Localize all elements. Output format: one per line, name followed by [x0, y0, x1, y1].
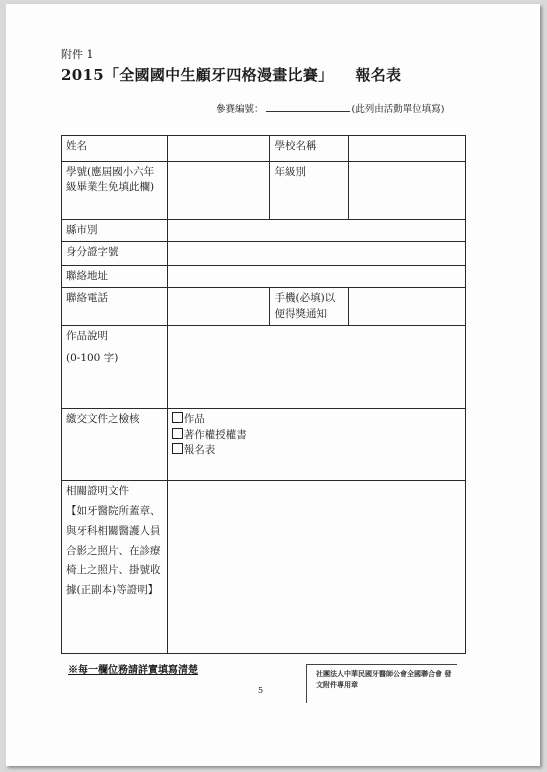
entry-number-note: (此列由活動單位填寫) [351, 104, 445, 115]
entry-number-label: 參賽編號： [216, 104, 264, 115]
docs-check-list [167, 409, 465, 481]
address-label: 聯絡地址 [62, 266, 168, 288]
checkbox-copyright[interactable] [172, 428, 183, 439]
form-title [61, 64, 401, 85]
name-label: 姓名 [62, 136, 168, 162]
registration-form-table [61, 135, 466, 654]
doc-item-work-label: 作品 [183, 413, 205, 426]
work-description-label-line1: 作品說明 [66, 330, 108, 343]
row-county [62, 220, 466, 242]
name-field[interactable] [167, 136, 270, 162]
row-student-id [62, 162, 466, 220]
county-label: 縣市別 [62, 220, 168, 242]
proof-docs-label [62, 481, 168, 654]
row-id-number [62, 242, 466, 266]
official-stamp-text: 社團法人中華民國牙醫師公會全國聯合會 發文附件專用章 [316, 669, 452, 689]
work-description-label [62, 326, 168, 409]
doc-item-copyright[interactable] [172, 428, 461, 443]
doc-item-registration-label: 報名表 [183, 443, 216, 456]
mobile-field[interactable] [349, 288, 466, 326]
row-address [62, 266, 466, 288]
checkbox-work[interactable] [172, 412, 183, 423]
footer-note: ※每一欄位務請詳實填寫清楚 [68, 665, 198, 676]
phone-field[interactable] [167, 288, 270, 326]
doc-item-copyright-label: 著作權授權書 [183, 428, 247, 441]
mobile-label: 手機(必填)以便得獎通知 [270, 288, 349, 326]
page-number: 5 [258, 686, 264, 695]
attachment-label: 附件 1 [61, 48, 94, 61]
work-description-field[interactable] [167, 326, 465, 409]
id-number-label: 身分證字號 [62, 242, 168, 266]
doc-item-registration[interactable] [172, 443, 461, 458]
grade-label: 年級別 [270, 162, 349, 220]
row-phone [62, 288, 466, 326]
proof-docs-title: 相關證明文件 [66, 485, 129, 498]
checkbox-registration[interactable] [172, 443, 183, 454]
student-id-field[interactable] [167, 162, 270, 220]
school-field[interactable] [349, 136, 466, 162]
entry-number-blank[interactable] [266, 102, 350, 112]
form-title-suffix: 報名表 [355, 66, 402, 84]
row-work-description [62, 326, 466, 409]
county-field[interactable] [167, 220, 465, 242]
doc-item-work[interactable] [172, 412, 461, 427]
row-proof-docs [62, 481, 466, 654]
row-name [62, 136, 466, 162]
entry-number-line [216, 101, 444, 115]
form-title-main: 2015「全國國中生顧牙四格漫畫比賽」 [61, 66, 334, 84]
work-description-label-line2: (0-100 字) [66, 351, 119, 364]
grade-field[interactable] [349, 162, 466, 220]
document-page [6, 4, 540, 766]
docs-check-label: 繳交文件之檢核 [62, 409, 168, 481]
address-field[interactable] [167, 266, 465, 288]
school-label: 學校名稱 [270, 136, 349, 162]
proof-docs-field[interactable] [167, 481, 465, 654]
row-docs-check [62, 409, 466, 481]
student-id-label: 學號(應屆國小六年級畢業生免填此欄) [62, 162, 168, 220]
proof-docs-description: 【如牙醫院所蓋章、與牙科相關醫護人員合影之照片、在診療椅上之照片、掛號收據(正副本)等證明】 [66, 504, 161, 597]
id-number-field[interactable] [167, 242, 465, 266]
phone-label: 聯絡電話 [62, 288, 168, 326]
